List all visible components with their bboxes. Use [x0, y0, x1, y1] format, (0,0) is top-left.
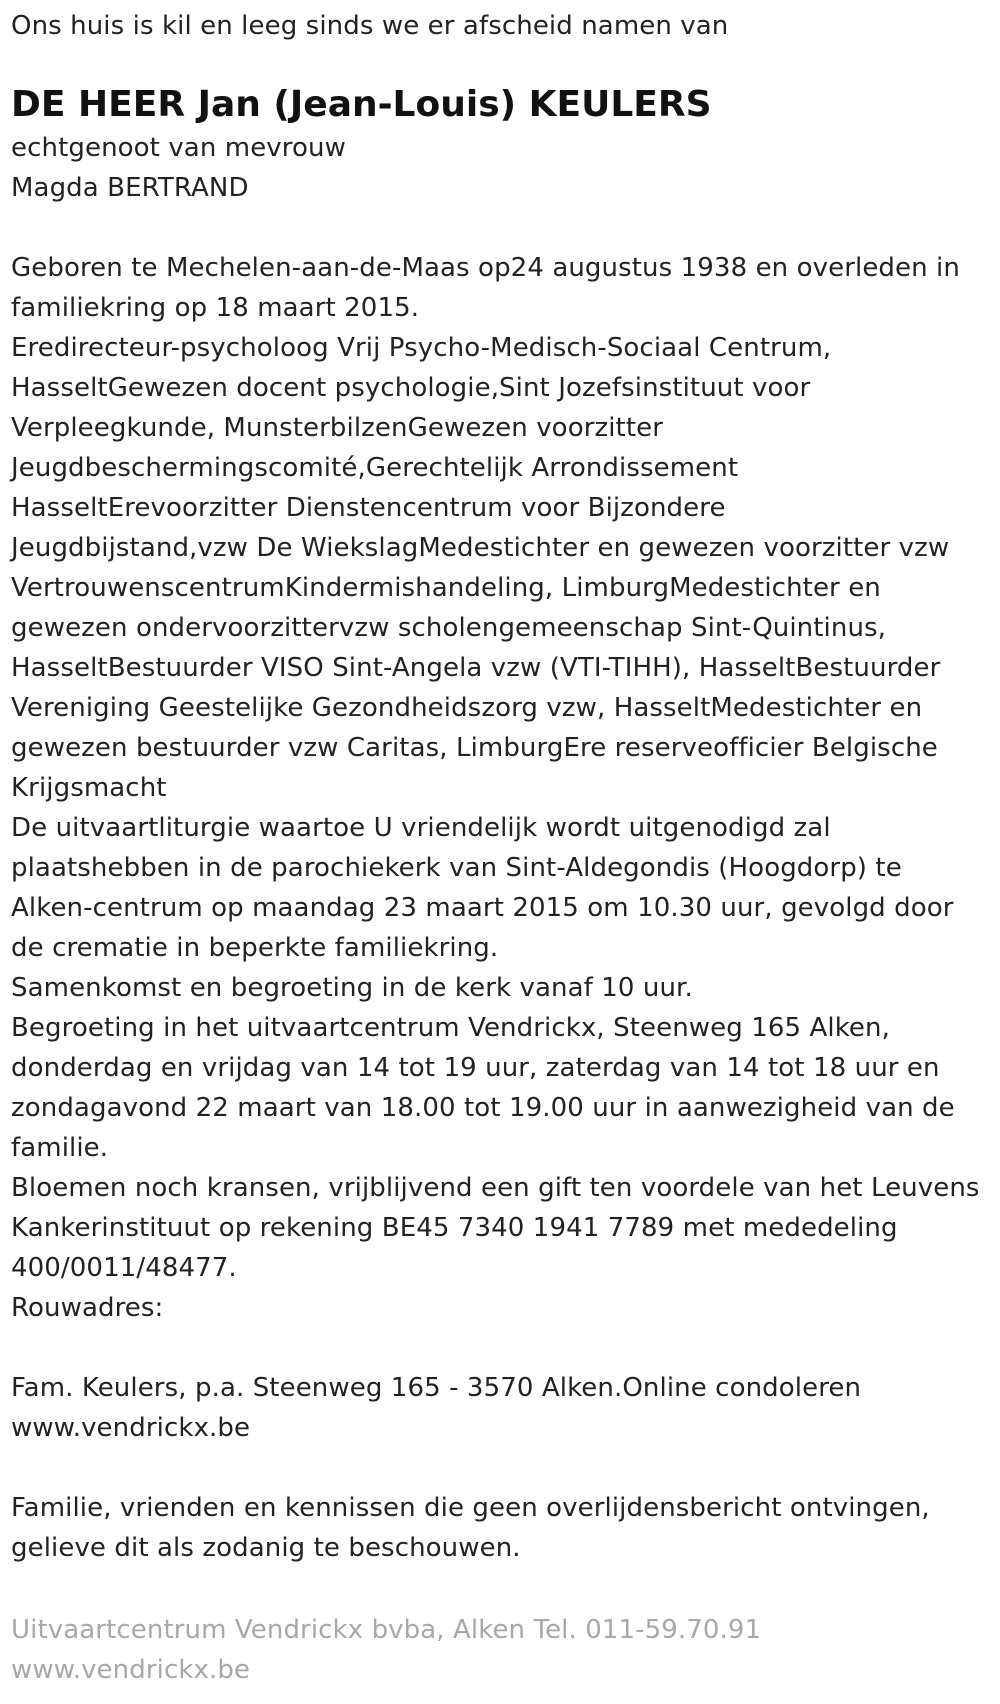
body-line: gewezen ondervoorzittervzw scholengemeenschap Sint-Quintinus, [11, 613, 887, 643]
body-line: familiekring op 18 maart 2015. [11, 293, 420, 323]
body-line: Samenkomst en begroeting in de kerk vanaf 10 uur. [11, 973, 693, 1003]
body-line: Bloemen noch kransen, vrijblijvend een gift ten voordele van het Leuvens [11, 1173, 980, 1203]
closing-line-1: Familie, vrienden en kennissen die geen overlijdensbericht ontvingen, [11, 1493, 930, 1523]
body-line: HasseltErevoorzitter Dienstencentrum voor Bijzondere [11, 493, 726, 523]
spacer [11, 1328, 989, 1368]
body-line: Verpleegkunde, MunsterbilzenGewezen voorzitter [11, 413, 664, 443]
body-line: donderdag en vrijdag van 14 tot 19 uur, zaterdag van 14 tot 18 uur en [11, 1053, 940, 1083]
body-line: gewezen bestuurder vzw Caritas, LimburgEre reserveofficier Belgische [11, 733, 938, 763]
body-line: Geboren te Mechelen-aan-de-Maas op24 augustus 1938 en overleden in [11, 253, 960, 283]
body-line: De uitvaartliturgie waartoe U vriendelijk wordt uitgenodigd zal [11, 813, 831, 843]
body-line: Eredirecteur-psycholoog Vrij Psycho-Medisch-Sociaal Centrum, [11, 333, 832, 363]
mourning-address: Fam. Keulers, p.a. Steenweg 165 - 3570 Alken.Online condoleren [11, 1373, 862, 1403]
body-line: Jeugdbijstand,vzw De WiekslagMedestichter en gewezen voorzitter vzw [11, 533, 950, 563]
spouse-line-2: Magda BERTRAND [11, 173, 249, 203]
deceased-name: DE HEER Jan (Jean-Louis) KEULERS [11, 84, 712, 125]
body-line: Rouwadres: [11, 1293, 164, 1323]
funeral-home-contact: Uitvaartcentrum Vendrickx bvba, Alken Tel. 011-59.70.91 [11, 1615, 762, 1645]
spacer [11, 208, 989, 248]
body-line: Begroeting in het uitvaartcentrum Vendrickx, Steenweg 165 Alken, [11, 1013, 890, 1043]
body-line: de crematie in beperkte familiekring. [11, 933, 499, 963]
body-line: VertrouwenscentrumKindermishandeling, LimburgMedestichter en [11, 573, 881, 603]
body-line: Krijgsmacht [11, 773, 167, 803]
condolence-url: www.vendrickx.be [11, 1413, 251, 1443]
funeral-home-website: www.vendrickx.be [11, 1655, 251, 1685]
body-line: HasseltBestuurder VISO Sint-Angela vzw (VTI-TIHH), HasseltBestuurder [11, 653, 941, 683]
body-line: Kankerinstituut op rekening BE45 7340 1941 7789 met mededeling [11, 1213, 898, 1243]
intro-text: Ons huis is kil en leeg sinds we er afscheid namen van [11, 11, 729, 41]
body-line: HasseltGewezen docent psychologie,Sint Jozefsinstituut voor [11, 373, 811, 403]
body-line: zondagavond 22 maart van 18.00 tot 19.00 uur in aanwezigheid van de [11, 1093, 955, 1123]
body-line: Vereniging Geestelijke Gezondheidszorg vzw, HasseltMedestichter en [11, 693, 923, 723]
body-line: Jeugdbeschermingscomité,Gerechtelijk Arrondissement [11, 453, 739, 483]
body-line: Alken-centrum op maandag 23 maart 2015 om 10.30 uur, gevolgd door [11, 893, 954, 923]
obituary-body [11, 248, 991, 1328]
body-line: plaatshebben in de parochiekerk van Sint-Aldegondis (Hoogdorp) te [11, 853, 902, 883]
body-line: familie. [11, 1133, 109, 1163]
spacer [11, 1448, 989, 1488]
spacer [11, 1568, 989, 1610]
spouse-line-1: echtgenoot van mevrouw [11, 133, 346, 163]
closing-line-2: gelieve dit als zodanig te beschouwen. [11, 1533, 521, 1563]
body-line: 400/0011/48477. [11, 1253, 237, 1283]
